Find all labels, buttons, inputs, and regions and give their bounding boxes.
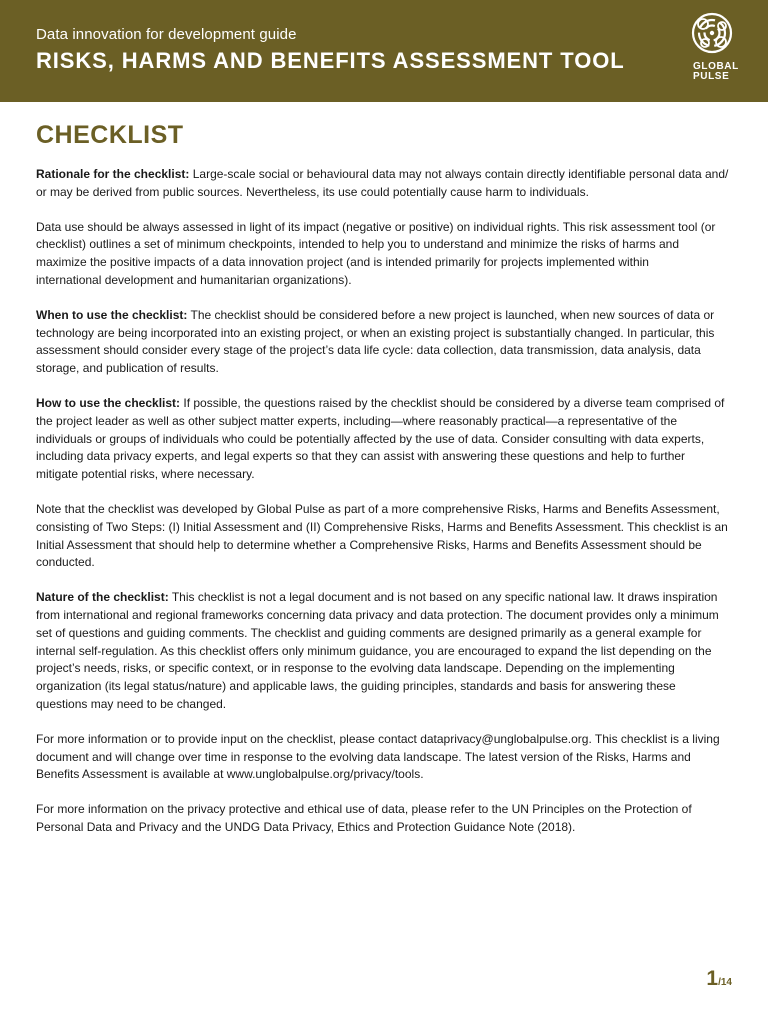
logo-line-pulse: PULSE — [693, 71, 730, 82]
text-run: If possible, the questions raised by the checklist should be considered by a diverse team comprised of — [183, 395, 725, 410]
text-line: project’s needs, risks, or specific context, or in response to the evolving data landscape. Depending on the implementing — [36, 661, 675, 676]
guide-subtitle: Data innovation for development guide — [36, 26, 297, 43]
text-line: document and will change over time in response to the evolving data landscape. The latest version of the Risks, Harms and — [36, 749, 691, 764]
text-line: Initial Assessment that should help to determine whether a Comprehensive Risks, Harms and Benefits Assessment should be — [36, 537, 702, 552]
rationale-paragraph — [36, 166, 736, 202]
when-to-use-paragraph — [36, 307, 736, 378]
text-line: or may be derived from public sources. Nevertheless, its use could potentially cause harm to individuals. — [36, 184, 589, 199]
text-line — [36, 307, 736, 325]
text-line: individuals or groups of individuals who could be potentially affected by the use of data. Consider consulting with data experts, — [36, 431, 705, 446]
text-line: mitigate potential risks, where necessary. — [36, 467, 255, 482]
global-pulse-logo — [688, 12, 739, 86]
text-line: For more information or to provide input on the checklist, please contact dataprivacy@unglobalpulse.org. This checklist is a living — [36, 731, 720, 746]
total-pages: /14 — [718, 977, 732, 988]
principles-paragraph — [36, 801, 736, 837]
text-line: set of questions and guiding comments. The checklist and guiding comments are designed primarily as a general example for — [36, 625, 702, 640]
current-page: 1 — [706, 967, 719, 990]
text-line: including data privacy experts, and legal experts so that they can assist with answering these questions and help to further — [36, 449, 686, 464]
rationale-lead: Rationale for the checklist: — [36, 167, 190, 181]
text-line: storage, and publication of results. — [36, 361, 219, 376]
text-line — [36, 166, 736, 184]
when-lead: When to use the checklist: — [36, 307, 188, 322]
note-paragraph — [36, 501, 736, 572]
text-line: from international and regional frameworks concerning data privacy and data protection. The document provides only a minimum — [36, 607, 719, 622]
how-lead: How to use the checklist: — [36, 395, 181, 410]
data-use-paragraph — [36, 219, 736, 290]
text-run: This checklist is not a legal document and is not based on any specific national law. It draws inspiration — [171, 590, 718, 605]
nature-lead: Nature of the checklist: — [36, 590, 169, 605]
how-to-use-paragraph — [36, 395, 736, 484]
text-line: questions may need to be changed. — [36, 696, 227, 711]
text-line: technology are being incorporated into an existing project, or when an existing project is substantially changed. In particular, this — [36, 325, 715, 340]
global-pulse-logo-icon — [691, 12, 733, 54]
document-title: RISKS, HARMS AND BENEFITS ASSESSMENT TOOL — [36, 48, 625, 73]
text-line: checklist) outlines a set of minimum checkpoints, intended to help you to understand and minimize the risks of harms and — [36, 237, 679, 252]
text-run: The checklist should be considered before a new project is launched, when new sources of data or — [190, 307, 715, 322]
page-number — [706, 967, 732, 991]
text-line: Data use should be always assessed in light of its impact (negative or positive) on individual rights. This risk assessment tool (or — [36, 219, 716, 234]
more-info-paragraph — [36, 731, 736, 784]
text-line: Note that the checklist was developed by Global Pulse as part of a more comprehensive Risks, Harms and Benefits Assessment, — [36, 501, 720, 516]
logo-line-global: GLOBAL — [693, 61, 739, 72]
text-line: organization (its legal status/nature) and applicable laws, the guiding principles, standards and basis for answering these — [36, 679, 676, 694]
text-line: the project leader as well as other subject matter experts, including—where reasonably practical—a representative of the — [36, 413, 677, 428]
text-line: internal self-regulation. As this checklist offers only minimum guidance, you are encouraged to expand the list depending on the — [36, 643, 712, 658]
text-line: maximize the positive impacts of a data innovation project (and is intended primarily for projects implemented within — [36, 255, 649, 270]
text-run: Large-scale social or behavioural data may not always contain directly identifiable personal data and/ — [192, 167, 729, 181]
text-line — [36, 395, 736, 413]
text-line: conducted. — [36, 555, 95, 570]
text-line — [36, 589, 736, 607]
text-line: For more information on the privacy protective and ethical use of data, please refer to the UN Principles on the Protection of — [36, 802, 692, 817]
text-line: Benefits Assessment is available at www.unglobalpulse.org/privacy/tools. — [36, 767, 424, 782]
logo-wordmark — [693, 62, 739, 82]
text-line: consisting of Two Steps: (I) Initial Assessment and (II) Comprehensive Risks, Harms and Benefits Assessment. This checklist is an — [36, 519, 728, 534]
text-line: assessment should consider every stage of the project’s data life cycle: data collection, data transmission, data analysis, data — [36, 343, 701, 358]
text-line: Personal Data and Privacy and the UNDG Data Privacy, Ethics and Protection Guidance Note (2018). — [36, 819, 576, 834]
page-header — [0, 0, 768, 102]
nature-paragraph — [36, 589, 736, 714]
checklist-body — [36, 166, 736, 854]
section-heading: CHECKLIST — [36, 121, 184, 149]
text-line: international development and humanitarian organizations). — [36, 272, 352, 287]
